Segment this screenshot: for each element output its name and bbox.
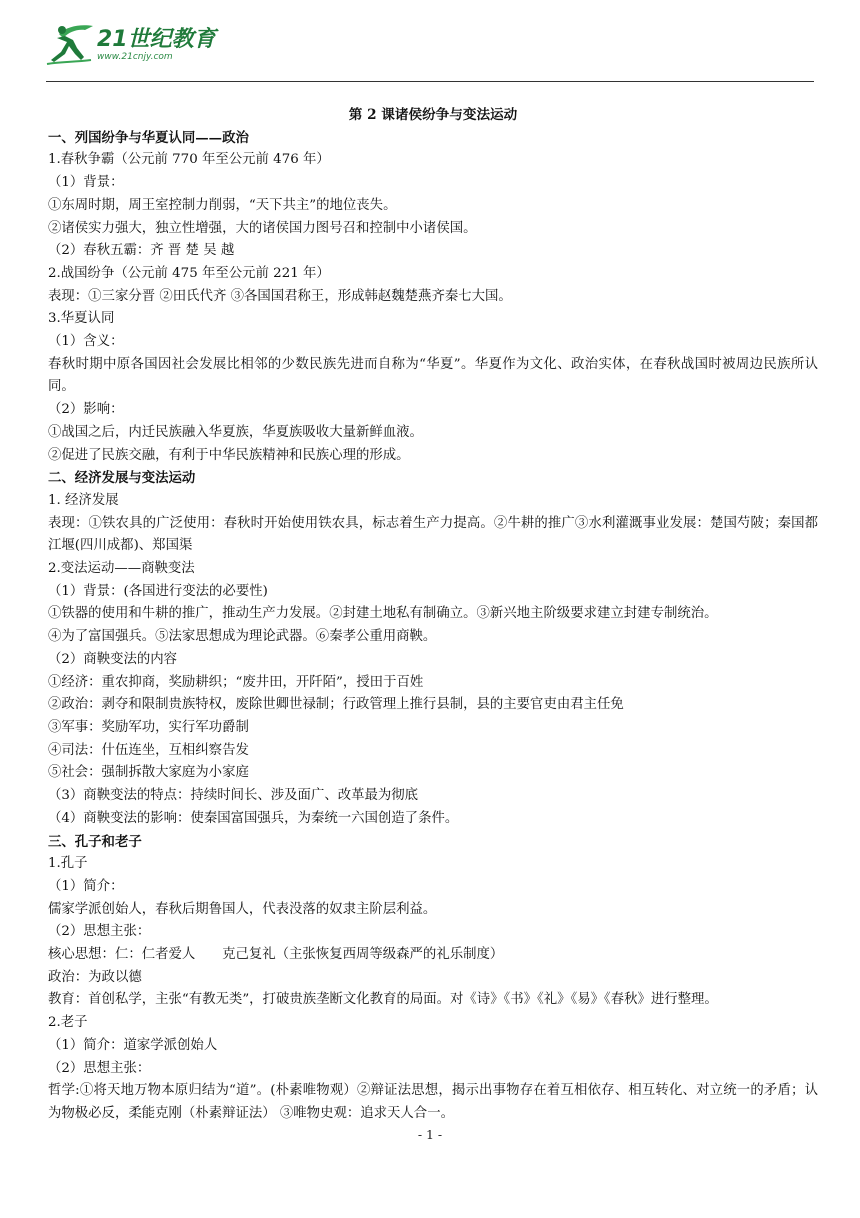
site-logo — [45, 20, 225, 70]
text-line: （2）春秋五霸：齐 晋 楚 吴 越 — [48, 243, 235, 259]
text-line: 1.春秋争霸（公元前 770 年至公元前 476 年） — [48, 152, 330, 168]
text-line: （1）简介： — [48, 878, 124, 894]
text-line: （2）思想主张： — [48, 1060, 151, 1076]
text-line: ①战国之后，内迁民族融入华夏族，华夏族吸收大量新鲜血液。 — [48, 424, 423, 440]
text-line: （1）含义： — [48, 334, 124, 350]
text-line: ⑤社会：强制拆散大家庭为小家庭 — [48, 765, 249, 781]
text-line: （2）商鞅变法的内容 — [48, 651, 178, 667]
text-line: （1）背景：(各国进行变法的必要性) — [48, 583, 268, 599]
document-title: 第 2 课诸侯纷争与变法运动 — [348, 107, 518, 123]
runner-logo-icon — [45, 20, 95, 66]
text-line: 1.孔子 — [48, 856, 88, 872]
logo-brand-text: 21世纪教育 — [97, 27, 216, 52]
text-line: ③军事：奖励军功，实行军功爵制 — [48, 719, 249, 735]
text-line: ④为了富国强兵。⑤法家思想成为理论武器。⑥秦孝公重用商鞅。 — [48, 629, 437, 645]
document-body — [48, 104, 818, 1126]
text-line: （1）背景： — [48, 175, 124, 191]
text-line: （2）影响： — [48, 402, 124, 418]
text-line: （4）商鞅变法的影响：使秦国富国强兵，为秦统一六国创造了条件。 — [48, 810, 459, 826]
text-line: 儒家学派创始人，春秋后期鲁国人，代表没落的奴隶主阶层利益。 — [48, 901, 437, 917]
text-line: （3）商鞅变法的特点：持续时间长、涉及面广、改革最为彻底 — [48, 788, 419, 804]
text-line: 核心思想：仁：仁者爱人 克己复礼（主张恢复西周等级森严的礼乐制度） — [48, 947, 504, 963]
section-heading: 一、列国纷争与华夏认同——政治 — [48, 129, 249, 146]
text-line: （2）思想主张： — [48, 924, 151, 940]
text-line: （1）简介：道家学派创始人 — [48, 1037, 218, 1053]
text-line: ④司法：什伍连坐，互相纠察告发 — [48, 742, 249, 758]
text-line: 教育：首创私学，主张“有教无类”，打破贵族垄断文化教育的局面。对《诗》《书》《礼》《易》《春秋》进行整理。 — [48, 992, 718, 1008]
page-number: - 1 - — [417, 1127, 443, 1142]
text-line: 3.华夏认同 — [48, 311, 115, 327]
text-line: ②政治：剥夺和限制贵族特权，废除世卿世禄制；行政管理上推行县制，县的主要官吏由君主任免 — [48, 697, 624, 713]
text-line: 2.变法运动——商鞅变法 — [48, 561, 195, 577]
document-lines — [48, 127, 818, 1126]
text-line: 哲学:①将天地万物本原归结为“道”。(朴素唯物观）②辩证法思想，揭示出事物存在着互相依存、相互转化、对立统一的矛盾；认为物极必反，柔能克刚（朴素辩证法） ③唯物史观：追求天人合一。 — [48, 1083, 818, 1121]
text-line: ①东周时期，周王室控制力削弱，“天下共主”的地位丧失。 — [48, 197, 397, 213]
text-line: 1. 经济发展 — [48, 492, 119, 508]
text-line: 表现：①三家分晋 ②田氏代齐 ③各国国君称王，形成韩赵魏楚燕齐秦七大国。 — [48, 288, 512, 304]
header-divider — [46, 81, 814, 82]
page-header — [0, 0, 860, 82]
text-line: ①铁器的使用和牛耕的推广，推动生产力发展。②封建土地私有制确立。③新兴地主阶级要求建立封建专制统治。 — [48, 606, 718, 622]
text-line: 政治：为政以德 — [48, 969, 142, 985]
section-heading: 二、经济发展与变法运动 — [48, 470, 196, 487]
text-line: 2.老子 — [48, 1015, 88, 1031]
text-line: 表现：①铁农具的广泛使用：春秋时开始使用铁农具，标志着生产力提高。②牛耕的推广③水利灌溉事业发展：楚国芍陂；秦国都江堰(四川成都)、郑国渠 — [48, 515, 818, 554]
logo-url-text: www.21cnjy.com — [97, 52, 173, 62]
text-line: ②促进了民族交融，有利于中华民族精神和民族心理的形成。 — [48, 447, 410, 463]
section-heading: 三、孔子和老子 — [48, 833, 142, 850]
text-line: ①经济：重农抑商，奖励耕织；“废井田，开阡陌”，授田于百姓 — [48, 674, 424, 690]
text-line: 2.战国纷争（公元前 475 年至公元前 221 年） — [48, 265, 330, 281]
text-line: ②诸侯实力强大，独立性增强，大的诸侯国力图号召和控制中小诸侯国。 — [48, 220, 477, 236]
text-line: 春秋时期中原各国因社会发展比相邻的少数民族先进而自称为“华夏”。华夏作为文化、政治实体，在春秋战国时被周边民族所认同。 — [48, 356, 818, 395]
